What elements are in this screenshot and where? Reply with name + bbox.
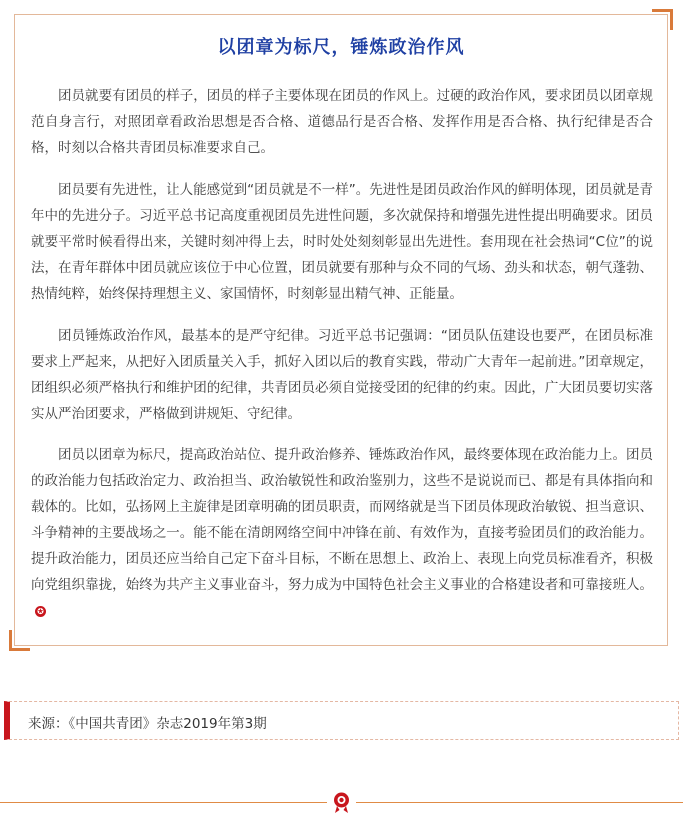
bottom-divider-left: [0, 802, 327, 803]
article-title: 以团章为标尺，锤炼政治作风: [217, 37, 465, 58]
source-text: 来源：《中国共青团》杂志2019年第3期: [28, 716, 267, 732]
corner-ornament-top-right: [652, 9, 673, 30]
paragraph-4-text: 团员以团章为标尺，提高政治站位、提升政治修养、锤炼政治作风，最终要体现在政治能力上。团员的政治能力包括政治定力、政治担当、政治敏锐性和政治鉴别力，这些不是说说而已、都是有具体指向和载体的。比如，弘扬网上主旋律是团章明确的团员职责，而网络就是当下团员体现政治敏锐、担当意识、斗争精神的主要战场之一。能不能在清朗网络空间中冲锋在前、有效作为，直接考验团员们的政治能力。提升政治能力，团员还应当给自己定下奋斗目标，不断在思想上、政治上、表现上向党员标准看齐，积极向党组织靠拢，始终为共产主义事业奋斗，努力成为中国特色社会主义事业的合格建设者和可靠接班人。: [31, 447, 653, 593]
source-box: [4, 701, 679, 740]
youth-league-emblem-icon: ✪: [35, 606, 46, 617]
flower-ornament-icon: [331, 791, 352, 814]
paragraph-2: 团员要有先进性，让人能感觉到“团员就是不一样”。先进性是团员政治作风的鲜明体现，团员就是青年中的先进分子。习近平总书记高度重视团员先进性问题，多次就保持和增强先进性提出明确要求。团员就要平常时候看得出来，关键时刻冲得上去，时时处处刻刻彰显出先进性。套用现在社会热词“C位”的说法，在青年群体中团员就应该位于中心位置，团员就要有那种与众不同的气场、劲头和状态，朝气蓬勃、热情纯粹，始终保持理想主义、家国情怀，时刻彰显出精气神、正能量。: [31, 182, 653, 302]
corner-ornament-bottom-left: [9, 630, 30, 651]
paragraph-1: 团员就要有团员的样子，团员的样子主要体现在团员的作风上。过硬的政治作风，要求团员以团章规范自身言行，对照团章看政治思想是否合格、道德品行是否合格、发挥作用是否合格、执行纪律是否合格，时刻以合格共青团员标准要求自己。: [31, 88, 653, 156]
article-frame: [14, 14, 668, 646]
paragraph-4: [31, 442, 653, 624]
bottom-divider-right: [356, 802, 683, 803]
paragraph-3: 团员锤炼政治作风，最基本的是严守纪律。习近平总书记强调：“团员队伍建设也要严，在团员标准要求上严起来，从把好入团质量关入手，抓好入团以后的教育实践，带动广大青年一起前进。”团章规定，团组织必须严格执行和维护团的纪律，共青团员必须自觉接受团的纪律的约束。因此，广大团员要切实落实从严治团要求，严格做到讲规矩、守纪律。: [31, 328, 653, 422]
